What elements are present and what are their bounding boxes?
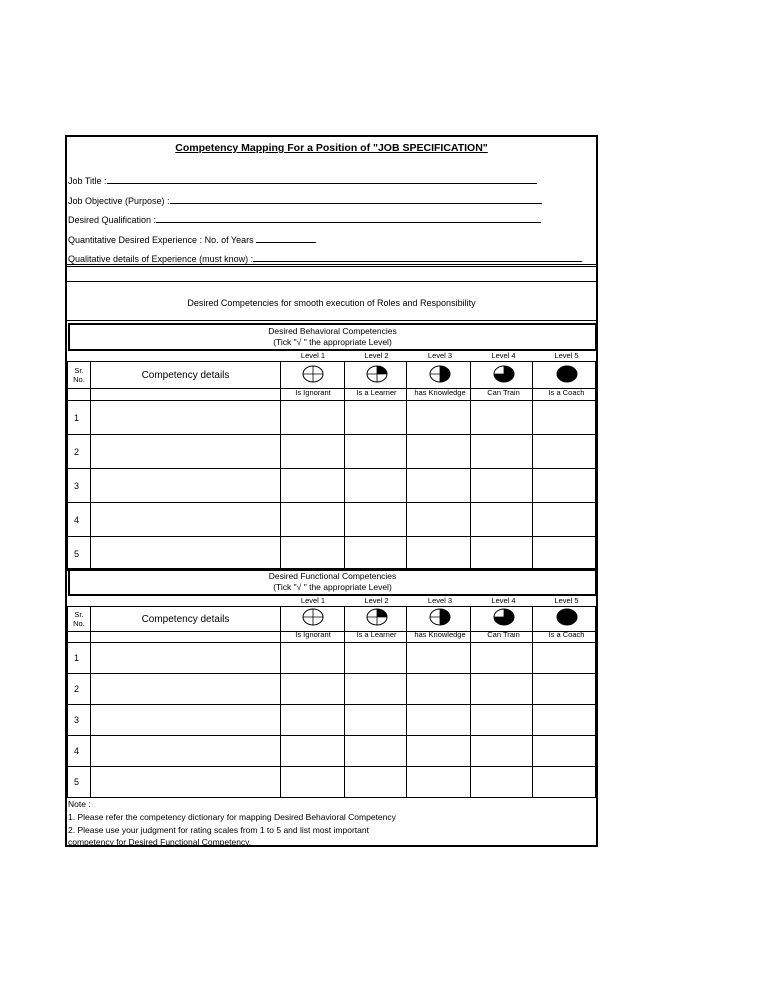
qualitative-experience-label: Qualitative details of Experience (must know) :: [68, 254, 254, 264]
level-3-tick-cell[interactable]: [407, 767, 471, 798]
sr-no-cell: 2: [68, 435, 91, 469]
sr-no-cell: 5: [68, 537, 91, 571]
three-quarter-circle-icon: [493, 608, 515, 631]
level-3-tick-cell[interactable]: [407, 503, 471, 537]
level-5-tick-cell[interactable]: [533, 643, 596, 674]
note-item-1: 1. Please refer the competency dictionary for mapping Desired Behavioral Competency: [68, 812, 396, 822]
level-4-tick-cell[interactable]: [470, 537, 533, 571]
level-5-tick-cell[interactable]: [533, 537, 596, 571]
level-4-tick-cell[interactable]: [470, 736, 533, 767]
divider: [67, 266, 596, 267]
level-5-tick-cell[interactable]: [533, 674, 596, 705]
sr-no-cell: 2: [68, 674, 91, 705]
level-4-name: Can Train: [487, 630, 520, 639]
full-circle-icon: [556, 608, 578, 631]
functional-row: [68, 674, 596, 705]
competency-details-cell[interactable]: [90, 435, 280, 469]
qualification-label: Desired Qualification :: [68, 215, 157, 225]
functional-row: [68, 736, 596, 767]
level-4-label: Level 4: [491, 596, 516, 605]
level-4-tick-cell[interactable]: [470, 705, 533, 736]
competency-details-cell[interactable]: [90, 736, 280, 767]
blank-cell: [68, 632, 91, 643]
qualitative-experience-line: [253, 253, 582, 262]
level-2-tick-cell[interactable]: [344, 643, 407, 674]
level-3-tick-cell[interactable]: [407, 736, 471, 767]
functional-row: [68, 643, 596, 674]
level-2-name: Is a Learner: [356, 388, 397, 397]
competencies-intro: Desired Competencies for smooth execution of Roles and Responsibility: [187, 298, 476, 308]
behavioral-row: [68, 435, 596, 469]
level-1-tick-cell[interactable]: [281, 401, 345, 435]
half-circle-icon: [429, 608, 451, 631]
sr-no-cell: 4: [68, 503, 91, 537]
functional-tick-note: (Tick "√ " the appropriate Level): [273, 582, 392, 592]
level-4-tick-cell[interactable]: [470, 435, 533, 469]
job-objective-field[interactable]: [68, 195, 542, 206]
functional-row: [68, 767, 596, 798]
level-3-tick-cell[interactable]: [407, 705, 471, 736]
level-4-tick-cell[interactable]: [470, 674, 533, 705]
level-2-tick-cell[interactable]: [344, 705, 407, 736]
note-heading: Note :: [68, 799, 91, 809]
level-3-name: has Knowledge: [414, 388, 466, 397]
level-4-tick-cell[interactable]: [470, 503, 533, 537]
years-line: [256, 234, 316, 243]
level-1-tick-cell[interactable]: [281, 469, 345, 503]
level-5-tick-cell[interactable]: [533, 503, 596, 537]
behavioral-heading: Desired Behavioral Competencies: [268, 326, 397, 336]
sr-no-cell: 3: [68, 469, 91, 503]
note-item-2: 2. Please use your judgment for rating scales from 1 to 5 and list most important: [68, 825, 369, 835]
level-3-label: Level 3: [427, 596, 453, 605]
behavioral-row: [68, 401, 596, 435]
behavioral-row: [68, 503, 596, 537]
sr-no-cell: 5: [68, 767, 91, 798]
level-5-name: Is a Coach: [548, 630, 585, 639]
level-1-name: Is Ignorant: [295, 630, 331, 639]
qualification-line: [156, 214, 541, 223]
level-1-tick-cell[interactable]: [281, 705, 345, 736]
qualification-field[interactable]: [68, 214, 541, 225]
blank-cell: [90, 389, 280, 401]
level-3-label: Level 3: [427, 351, 453, 360]
circle-cross-icon: [302, 608, 324, 631]
level-2-tick-cell[interactable]: [344, 674, 407, 705]
level-2-name: Is a Learner: [356, 630, 397, 639]
competency-details-cell[interactable]: [90, 643, 280, 674]
level-3-tick-cell[interactable]: [407, 643, 471, 674]
job-objective-label: Job Objective (Purpose) :: [68, 196, 170, 206]
behavioral-tick-note: (Tick "√ " the appropriate Level): [273, 337, 392, 347]
level-4-tick-cell[interactable]: [470, 401, 533, 435]
level-4-tick-cell[interactable]: [470, 767, 533, 798]
functional-header-row: [68, 607, 596, 632]
sr-no-cell: 4: [68, 736, 91, 767]
sr-no-header: Sr. No.: [68, 362, 91, 389]
level-5-name: Is a Coach: [548, 388, 585, 397]
level-3-name: has Knowledge: [414, 630, 466, 639]
competency-details-cell[interactable]: [90, 469, 280, 503]
level-3-tick-cell[interactable]: [407, 401, 471, 435]
form-title: Competency Mapping For a Position of "JOB SPECIFICATION": [175, 142, 488, 154]
behavioral-row: [68, 469, 596, 503]
level-1-tick-cell[interactable]: [281, 736, 345, 767]
job-objective-line: [170, 195, 542, 204]
note-item-3: competency for Desired Functional Competency.: [68, 837, 252, 847]
competency-details-cell[interactable]: [90, 705, 280, 736]
circle-cross-icon: [302, 365, 324, 388]
level-4-name: Can Train: [487, 388, 520, 397]
level-3-tick-cell[interactable]: [407, 537, 471, 571]
level-2-label: Level 2: [364, 351, 389, 360]
level-2-tick-cell[interactable]: [344, 767, 407, 798]
functional-row: [68, 705, 596, 736]
competency-mapping-form: [65, 135, 598, 847]
level-1-label: Level 1: [300, 351, 326, 360]
level-5-tick-cell[interactable]: [533, 767, 596, 798]
behavioral-header-row: [68, 362, 596, 389]
level-3-tick-cell[interactable]: [407, 435, 471, 469]
sr-no-cell: 3: [68, 705, 91, 736]
level-4-tick-cell[interactable]: [470, 469, 533, 503]
sr-no-header: Sr. No.: [68, 607, 91, 632]
blank-cell: [68, 389, 91, 401]
level-5-label: Level 5: [554, 596, 579, 605]
level-3-tick-cell[interactable]: [407, 469, 471, 503]
sr-no-cell: 1: [68, 643, 91, 674]
level-4-label: Level 4: [491, 351, 516, 360]
divider: [67, 264, 596, 265]
level-4-tick-cell[interactable]: [470, 643, 533, 674]
level-1-tick-cell[interactable]: [281, 767, 345, 798]
job-title-field[interactable]: [68, 175, 537, 186]
divider: [67, 281, 596, 282]
competency-details-cell[interactable]: [90, 674, 280, 705]
level-1-name: Is Ignorant: [295, 388, 331, 397]
level-2-tick-cell[interactable]: [344, 503, 407, 537]
level-1-tick-cell[interactable]: [281, 503, 345, 537]
level-1-label: Level 1: [300, 596, 326, 605]
level-2-tick-cell[interactable]: [344, 435, 407, 469]
competency-details-cell[interactable]: [90, 503, 280, 537]
level-2-tick-cell[interactable]: [344, 401, 407, 435]
level-1-tick-cell[interactable]: [281, 435, 345, 469]
half-circle-icon: [429, 365, 451, 388]
competency-details-cell[interactable]: [90, 767, 280, 798]
level-2-tick-cell[interactable]: [344, 469, 407, 503]
level-5-label: Level 5: [554, 351, 579, 360]
competency-details-cell[interactable]: [90, 401, 280, 435]
level-2-label: Level 2: [364, 596, 389, 605]
functional-heading: Desired Functional Competencies: [268, 571, 397, 581]
level-5-tick-cell[interactable]: [533, 705, 596, 736]
quantitative-experience-field[interactable]: [68, 234, 316, 245]
competency-details-cell[interactable]: [90, 537, 280, 571]
blank-cell: [90, 632, 280, 643]
divider: [67, 320, 596, 321]
quantitative-experience-label: Quantitative Desired Experience : No. of Years: [68, 235, 254, 245]
level-1-tick-cell[interactable]: [281, 537, 345, 571]
behavioral-heading-box: [68, 323, 597, 351]
level-5-tick-cell[interactable]: [533, 401, 596, 435]
quarter-circle-icon: [366, 608, 388, 631]
functional-heading-box: [68, 568, 597, 596]
level-1-tick-cell[interactable]: [281, 674, 345, 705]
competency-details-header: Competency details: [90, 607, 280, 632]
job-title-label: Job Title :: [68, 176, 107, 186]
level-2-tick-cell[interactable]: [344, 736, 407, 767]
quarter-circle-icon: [366, 365, 388, 388]
sr-no-cell: 1: [68, 401, 91, 435]
full-circle-icon: [556, 365, 578, 388]
level-5-tick-cell[interactable]: [533, 469, 596, 503]
level-5-tick-cell[interactable]: [533, 435, 596, 469]
level-5-tick-cell[interactable]: [533, 736, 596, 767]
three-quarter-circle-icon: [493, 365, 515, 388]
competency-details-header: Competency details: [90, 362, 280, 389]
behavioral-row: [68, 537, 596, 571]
level-2-tick-cell[interactable]: [344, 537, 407, 571]
qualitative-experience-field[interactable]: [68, 253, 582, 264]
job-title-line: [107, 175, 537, 184]
level-1-tick-cell[interactable]: [281, 643, 345, 674]
level-3-tick-cell[interactable]: [407, 674, 471, 705]
